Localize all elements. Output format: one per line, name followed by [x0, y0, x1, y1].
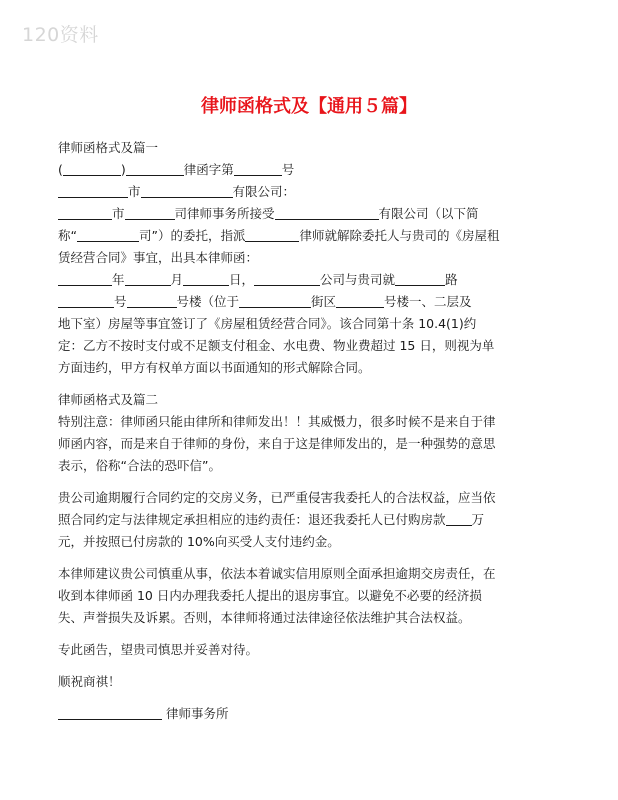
section2-para3-line: 本律师建议贵公司慎重从事，依法本着诚实信用原则全面承担逾期交房责任，在: [58, 566, 496, 581]
text: 律函字第: [183, 162, 234, 177]
blank-field: [183, 271, 229, 286]
section2-para2-line: [58, 509, 568, 531]
text: 公司与贵司就: [320, 272, 396, 287]
salutation: 顺祝商祺！: [58, 674, 121, 689]
text: 万: [471, 512, 485, 527]
blank-field: [245, 227, 299, 242]
signature-label: 律师事务所: [166, 706, 229, 721]
blank-field: [58, 205, 112, 220]
blank-field: [141, 183, 233, 198]
letter-number-line: [58, 159, 568, 181]
section2-para3-line: 失、声誉损失及诉累。否则，本律师将通过法律途径依法维护其合法权益。: [58, 610, 471, 625]
section2-para1-line: 师函内容，而是来自于律师的身份，来自于这是律师发出的，是一种强势的意思: [58, 436, 496, 451]
section1-line: 方面违约，甲方有权单方面以书面通知的形式解除合同。: [58, 360, 371, 375]
text: 律师事务所接受: [187, 206, 275, 221]
text: 号楼（位于: [176, 294, 240, 309]
text: 有限公司（以下简: [378, 206, 479, 221]
text: 市: [128, 184, 141, 199]
blank-field: [127, 293, 177, 308]
text: 月: [170, 272, 184, 287]
section1-line: [58, 291, 568, 313]
section1-line: [58, 203, 568, 225]
document-body: [58, 137, 568, 725]
section2-para2-line: 贵公司逾期履行合同约定的交房义务，已严重侵害我委托人的合法权益，应当依: [58, 490, 496, 505]
document-title: 律师函格式及【通用５篇】: [201, 96, 417, 117]
blank-field: [239, 293, 311, 308]
section2-para2-line: 元，并按照已付房款的 10%向买受人支付违约金。: [58, 534, 340, 549]
blank-field: [446, 511, 472, 526]
section1-heading: 律师函格式及篇一: [58, 140, 159, 155]
section2-para1-line: 特别注意：律师函只能由律所和律师发出！！其威慑力，很多时候不是来自于律: [58, 414, 496, 429]
section1-line: 定：乙方不按时支付或不足额支付租金、水电费、物业费超过 15 日，则视为单: [58, 338, 495, 353]
text: ): [120, 162, 126, 177]
blank-field: [275, 205, 379, 220]
text: 路: [445, 272, 458, 287]
closing-line: 专此函告，望贵司慎思并妥善对待。: [58, 642, 259, 657]
text: 年: [112, 272, 125, 287]
section2-para1-line: 表示，俗称“合法的恐吓信”。: [58, 458, 221, 473]
section1-line: 赁经营合同》事宜，出具本律师函：: [58, 250, 259, 265]
text: 号: [281, 162, 295, 177]
blank-field: [125, 271, 171, 286]
text: 号楼一、二层及: [384, 294, 472, 309]
text: 号: [114, 294, 127, 309]
blank-field: [58, 293, 114, 308]
text: 街区: [311, 294, 337, 309]
blank-field: [77, 227, 139, 242]
blank-field: [234, 161, 282, 176]
blank-field: [395, 271, 445, 286]
text: (: [58, 162, 63, 177]
blank-field: [63, 161, 121, 176]
text: 有限公司：: [232, 184, 296, 199]
blank-field: [336, 293, 384, 308]
watermark: 120资料: [22, 24, 99, 46]
text: 照合同约定与法律规定承担相应的违约责任：退还我委托人已付购房款: [58, 512, 446, 527]
text: 司”）的委托，指派: [138, 228, 246, 243]
section1-line: 地下室）房屋等事宜签订了《房屋租赁经营合同》。该合同第十条 10.4(1)约: [58, 316, 477, 331]
section2-para3-line: 收到本律师函 10 日内办理我委托人提出的退房事宜。以避免不必要的经济损: [58, 588, 482, 603]
blank-field: [126, 161, 184, 176]
blank-field: [254, 271, 320, 286]
blank-field: [58, 271, 112, 286]
blank-field: [58, 183, 128, 198]
section1-line: [58, 269, 568, 291]
text: 称“: [58, 228, 77, 243]
blank-field: [125, 205, 175, 220]
text: 日，: [229, 272, 255, 287]
signature: [58, 703, 568, 725]
section2-heading: 律师函格式及篇二: [58, 392, 159, 407]
signature-blank: [58, 705, 162, 720]
section1-line: [58, 225, 568, 247]
text: 律师就解除委托人与贵司的《房屋租: [299, 228, 500, 243]
addressee-line: [58, 181, 568, 203]
text: 司: [174, 206, 188, 221]
text: 市: [112, 206, 125, 221]
